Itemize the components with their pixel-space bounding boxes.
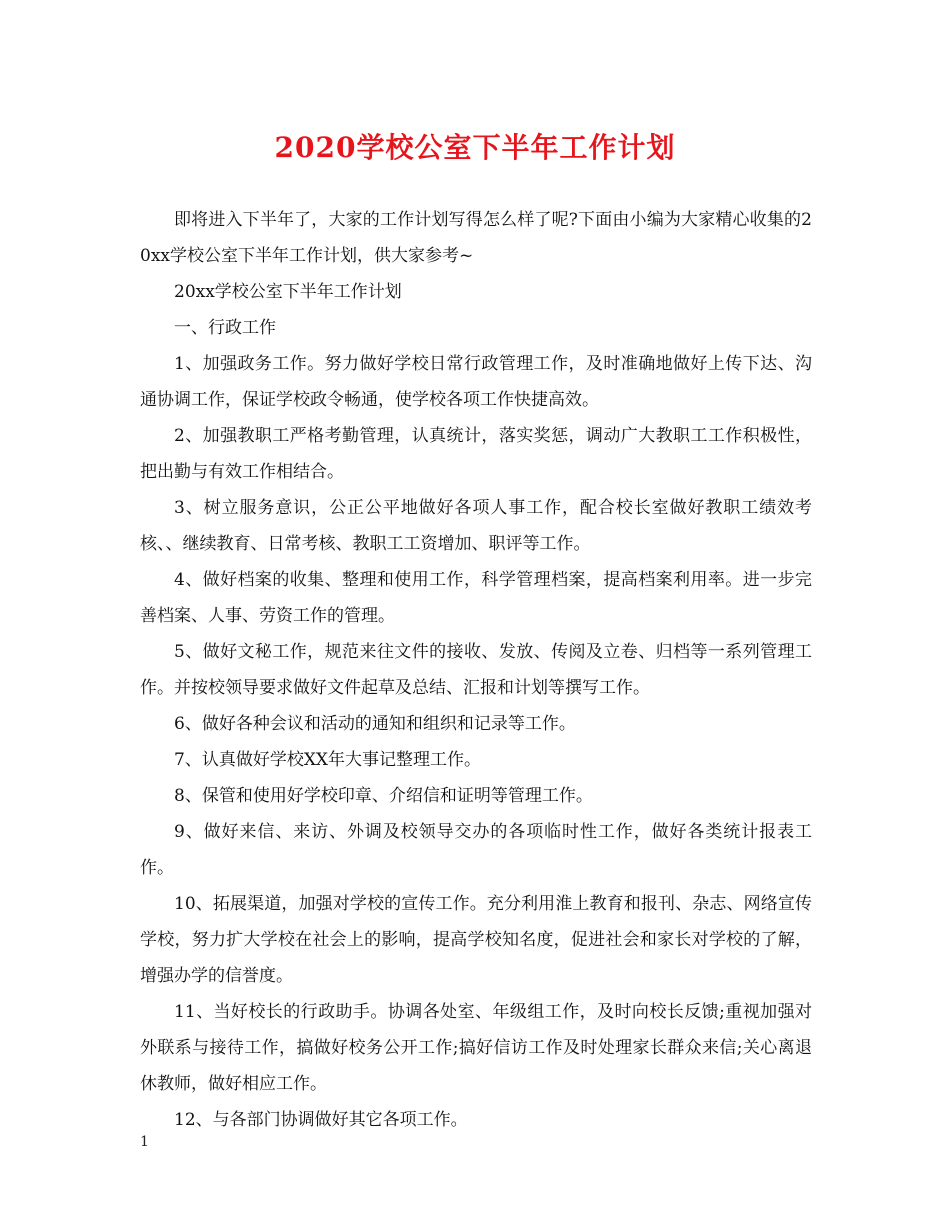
- list-item: 6、做好各种会议和活动的通知和组织和记录等工作。: [174, 714, 576, 734]
- list-item: 11、当好校长的行政助手。协调各处室、年级组工作，及时向校长反馈;重视加强对外联系与接待工作，搞做好校务公开工作;搞好信访工作及时处理家长群众来信;关心离退休教师，做好相应工作。: [140, 1002, 812, 1094]
- intro-paragraph: 即将进入下半年了，大家的工作计划写得怎么样了呢?下面由小编为大家精心收集的20xx学校公室下半年工作计划，供大家参考~: [140, 210, 812, 266]
- list-item: 7、认真做好学校XX年大事记整理工作。: [174, 750, 482, 770]
- list-item: 1、加强政务工作。努力做好学校日常行政管理工作，及时准确地做好上传下达、沟通协调工作，保证学校政令畅通，使学校各项工作快捷高效。: [140, 354, 812, 410]
- list-item: 3、树立服务意识，公正公平地做好各项人事工作，配合校长室做好教职工绩效考核、、继续教育、日常考核、教职工工资增加、职评等工作。: [140, 498, 812, 554]
- page-number: 1: [140, 1134, 149, 1150]
- list-item: 2、加强教职工严格考勤管理，认真统计，落实奖惩，调动广大教职工工作积极性，把出勤与有效工作相结合。: [140, 426, 812, 482]
- section-heading: 一、行政工作: [174, 318, 276, 338]
- list-item: 4、做好档案的收集、整理和使用工作，科学管理档案，提高档案利用率。进一步完善档案、人事、劳资工作的管理。: [140, 570, 812, 626]
- list-item: 5、做好文秘工作，规范来往文件的接收、发放、传阅及立卷、归档等一系列管理工作。并按校领导要求做好文件起草及总结、汇报和计划等撰写工作。: [140, 642, 812, 698]
- document-body: [140, 202, 812, 1138]
- subtitle-paragraph: 20xx学校公室下半年工作计划: [174, 282, 402, 302]
- list-item: 9、做好来信、来访、外调及校领导交办的各项临时性工作，做好各类统计报表工作。: [140, 822, 812, 878]
- list-item: 10、拓展渠道，加强对学校的宣传工作。充分利用淮上教育和报刊、杂志、网络宣传学校，努力扩大学校在社会上的影响，提高学校知名度，促进社会和家长对学校的了解，增强办学的信誉度。: [140, 894, 812, 986]
- list-item: 8、保管和使用好学校印章、介绍信和证明等管理工作。: [174, 786, 593, 806]
- list-item: 12、与各部门协调做好其它各项工作。: [174, 1110, 468, 1130]
- page-title: 2020学校公室下半年工作计划: [274, 131, 676, 164]
